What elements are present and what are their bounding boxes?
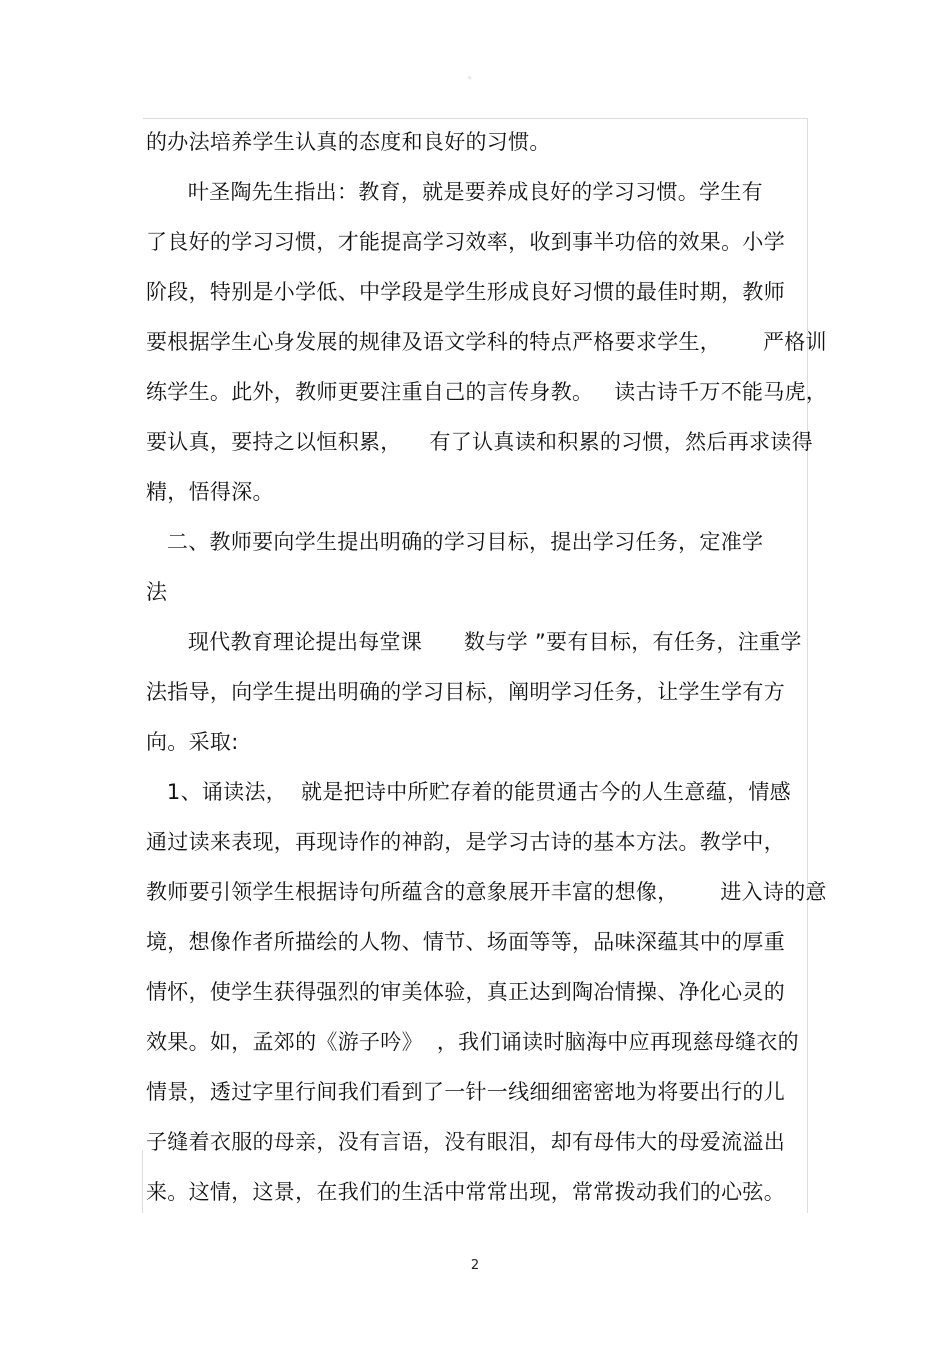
text-line: 了良好的学习习惯，才能提高学习效率，收到事半功倍的效果。小学 [146, 230, 785, 254]
text-line: 通过读来表现，再现诗作的神韵，是学习古诗的基本方法。教学中， [146, 830, 785, 854]
text-line: 来。这情，这景，在我们的生活中常常出现，常常拨动我们的心弦。 [146, 1180, 785, 1204]
section-heading: 法 [146, 580, 168, 604]
text-line: 效果。如，孟郊的《游子吟》 ，我们诵读时脑海中应再现慈母缝衣的 [146, 1030, 799, 1054]
text-line: 叶圣陶先生指出：教育，就是要养成良好的学习习惯。学生有 [146, 180, 763, 204]
text-line: 的办法培养学生认真的态度和良好的习惯。 [146, 130, 551, 154]
section-heading: 二、教师要向学生提出明确的学习目标，提出学习任务，定准学 [146, 530, 764, 554]
text-line: 境，想像作者所描绘的人物、情节、场面等等，品味深蕴其中的厚重 [146, 930, 785, 954]
text-line: 精，悟得深。 [146, 480, 274, 504]
text-line: 要认真，要持之以恒积累， 有了认真读和积累的习惯，然后再求读得 [146, 430, 813, 454]
text-line: 情怀，使学生获得强烈的审美体验，真正达到陶冶情操、净化心灵的 [146, 980, 785, 1004]
text-line: 情景，透过字里行间我们看到了一针一线细细密密地为将要出行的儿 [146, 1080, 785, 1104]
text-line: 现代教育理论提出每堂课 数与学 ”要有目标，有任务，注重学 [146, 630, 802, 654]
text-line: 法指导，向学生提出明确的学习目标，阐明学习任务，让学生学有方 [146, 680, 785, 704]
text-line: 子缝着衣服的母亲，没有言语，没有眼泪，却有母伟大的母爱流溢出 [146, 1130, 785, 1154]
text-line: 向。采取: [146, 730, 239, 754]
header-mark: 。 [468, 71, 478, 81]
text-line: 1、诵读法， 就是把诗中所贮存着的能贯通古今的人生意蕴，情感 [146, 780, 791, 804]
text-line: 阶段，特别是小学低、中学段是学生形成良好习惯的最佳时期，教师 [146, 280, 785, 304]
text-line: 要根据学生心身发展的规律及语文学科的特点严格要求学生， 严格训 [146, 330, 827, 354]
page-frame-right-border [807, 118, 808, 1213]
page-frame-top-border [143, 118, 808, 119]
text-line: 教师要引领学生根据诗句所蕴含的意象展开丰富的想像， 进入诗的意 [146, 880, 827, 904]
page-frame-left-border [142, 1150, 143, 1213]
text-line: 练学生。此外，教师更要注重自己的言传身教。 读古诗千万不能马虎， [146, 380, 828, 404]
page-number: 2 [470, 1258, 480, 1273]
